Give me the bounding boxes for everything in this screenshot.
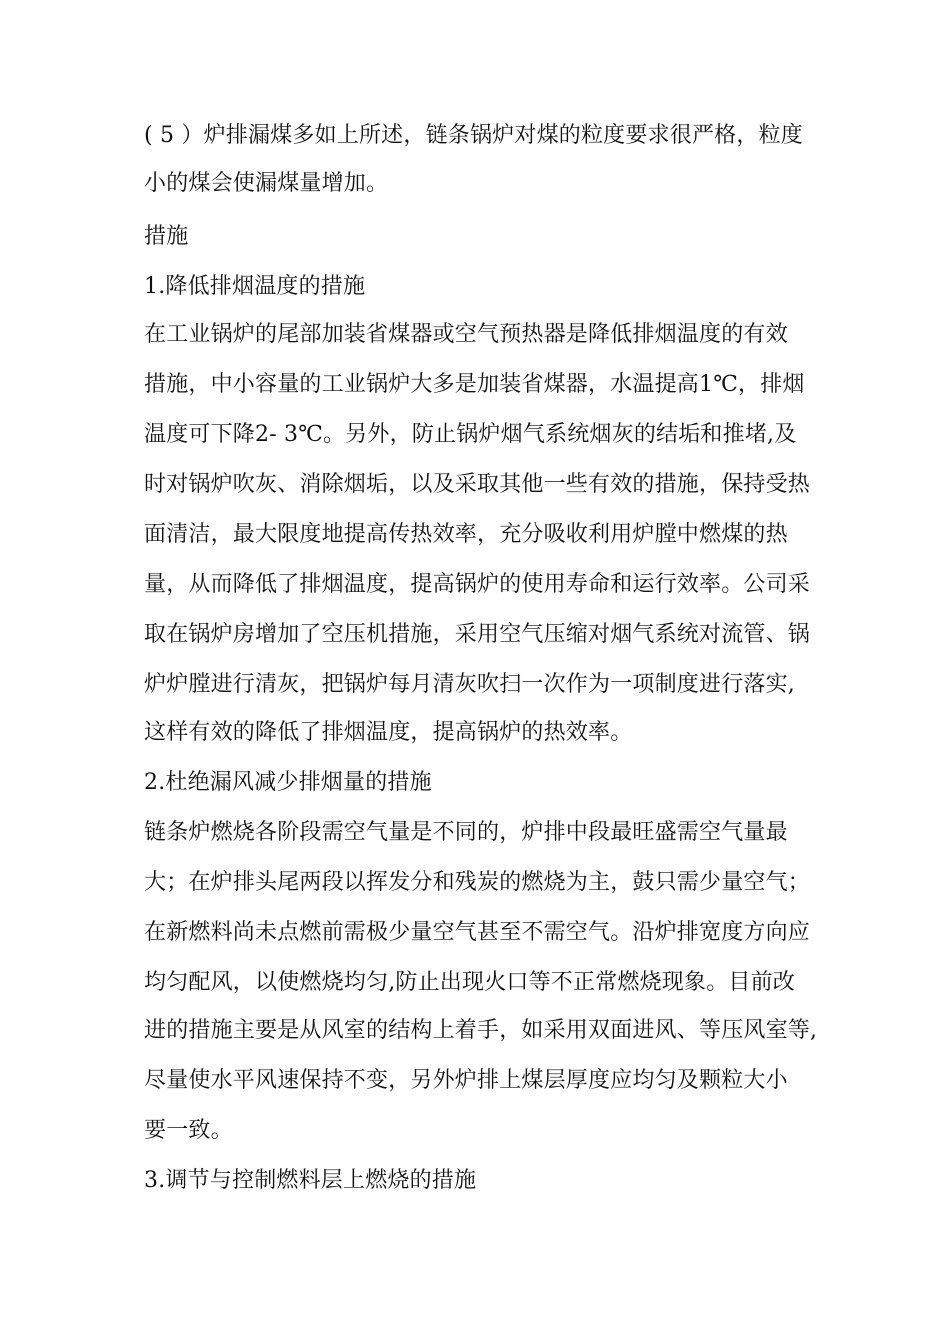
paragraph-line: 面清洁，最大限度地提高传热效率，充分吸收利用炉膛中燃煤的热 bbox=[144, 522, 788, 547]
paragraph-line: 进的措施主要是从风室的结构上着手，如采用双面进风、等压风室等, bbox=[144, 1018, 818, 1043]
paragraph-line: 温度可下降2- 3℃。另外，防止锅炉烟气系统烟灰的结垢和推堵,及 bbox=[144, 422, 797, 447]
paragraph-line: 量，从而降低了排烟温度，提高锅炉的使用寿命和运行效率。公司采 bbox=[144, 572, 811, 597]
paragraph-line: 均匀配风，以使燃烧均匀,防止出现火口等不正常燃烧现象。目前改 bbox=[144, 970, 795, 995]
section-heading: 措施 bbox=[144, 224, 189, 249]
paragraph-line: 链条炉燃烧各阶段需空气量是不同的，炉排中段最旺盛需空气量最 bbox=[144, 820, 788, 845]
paragraph-line: 炉炉膛进行清灰，把锅炉每月清灰吹扫一次作为一项制度进行落实, bbox=[144, 672, 795, 697]
paragraph-line: 在新燃料尚未点燃前需极少量空气甚至不需空气。沿炉排宽度方向应 bbox=[144, 920, 811, 945]
paragraph-line: 取在锅炉房增加了空压机措施，采用空气压缩对烟气系统对流管、锅 bbox=[144, 622, 811, 647]
paragraph-line: 这样有效的降低了排烟温度，提高锅炉的热效率。 bbox=[144, 720, 633, 745]
paragraph-line: ( 5 ）炉排漏煤多如上所述，链条锅炉对煤的粒度要求很严格，粒度 bbox=[144, 123, 803, 148]
paragraph-line: 时对锅炉吹灰、消除烟垢，以及采取其他一些有效的措施，保持受热 bbox=[144, 472, 811, 497]
paragraph-line: 措施，中小容量的工业锅炉大多是加装省煤器，水温提高1℃，排烟 bbox=[144, 372, 805, 397]
paragraph-line: 大；在炉排头尾两段以挥发分和残炭的燃烧为主，鼓只需少量空气； bbox=[144, 870, 811, 895]
paragraph-line: 要一致。 bbox=[144, 1118, 233, 1143]
paragraph-line: 在工业锅炉的尾部加装省煤器或空气预热器是降低排烟温度的有效 bbox=[144, 322, 788, 347]
paragraph-line: 尽量使水平风速保持不变，另外炉排上煤层厚度应均匀及颗粒大小 bbox=[144, 1068, 788, 1093]
paragraph-line: 小的煤会使漏煤量增加。 bbox=[144, 171, 389, 196]
section-heading: 2.杜绝漏风减少排烟量的措施 bbox=[144, 770, 432, 795]
section-heading: 1.降低排烟温度的措施 bbox=[144, 274, 366, 299]
section-heading: 3.调节与控制燃料层上燃烧的措施 bbox=[144, 1168, 477, 1193]
